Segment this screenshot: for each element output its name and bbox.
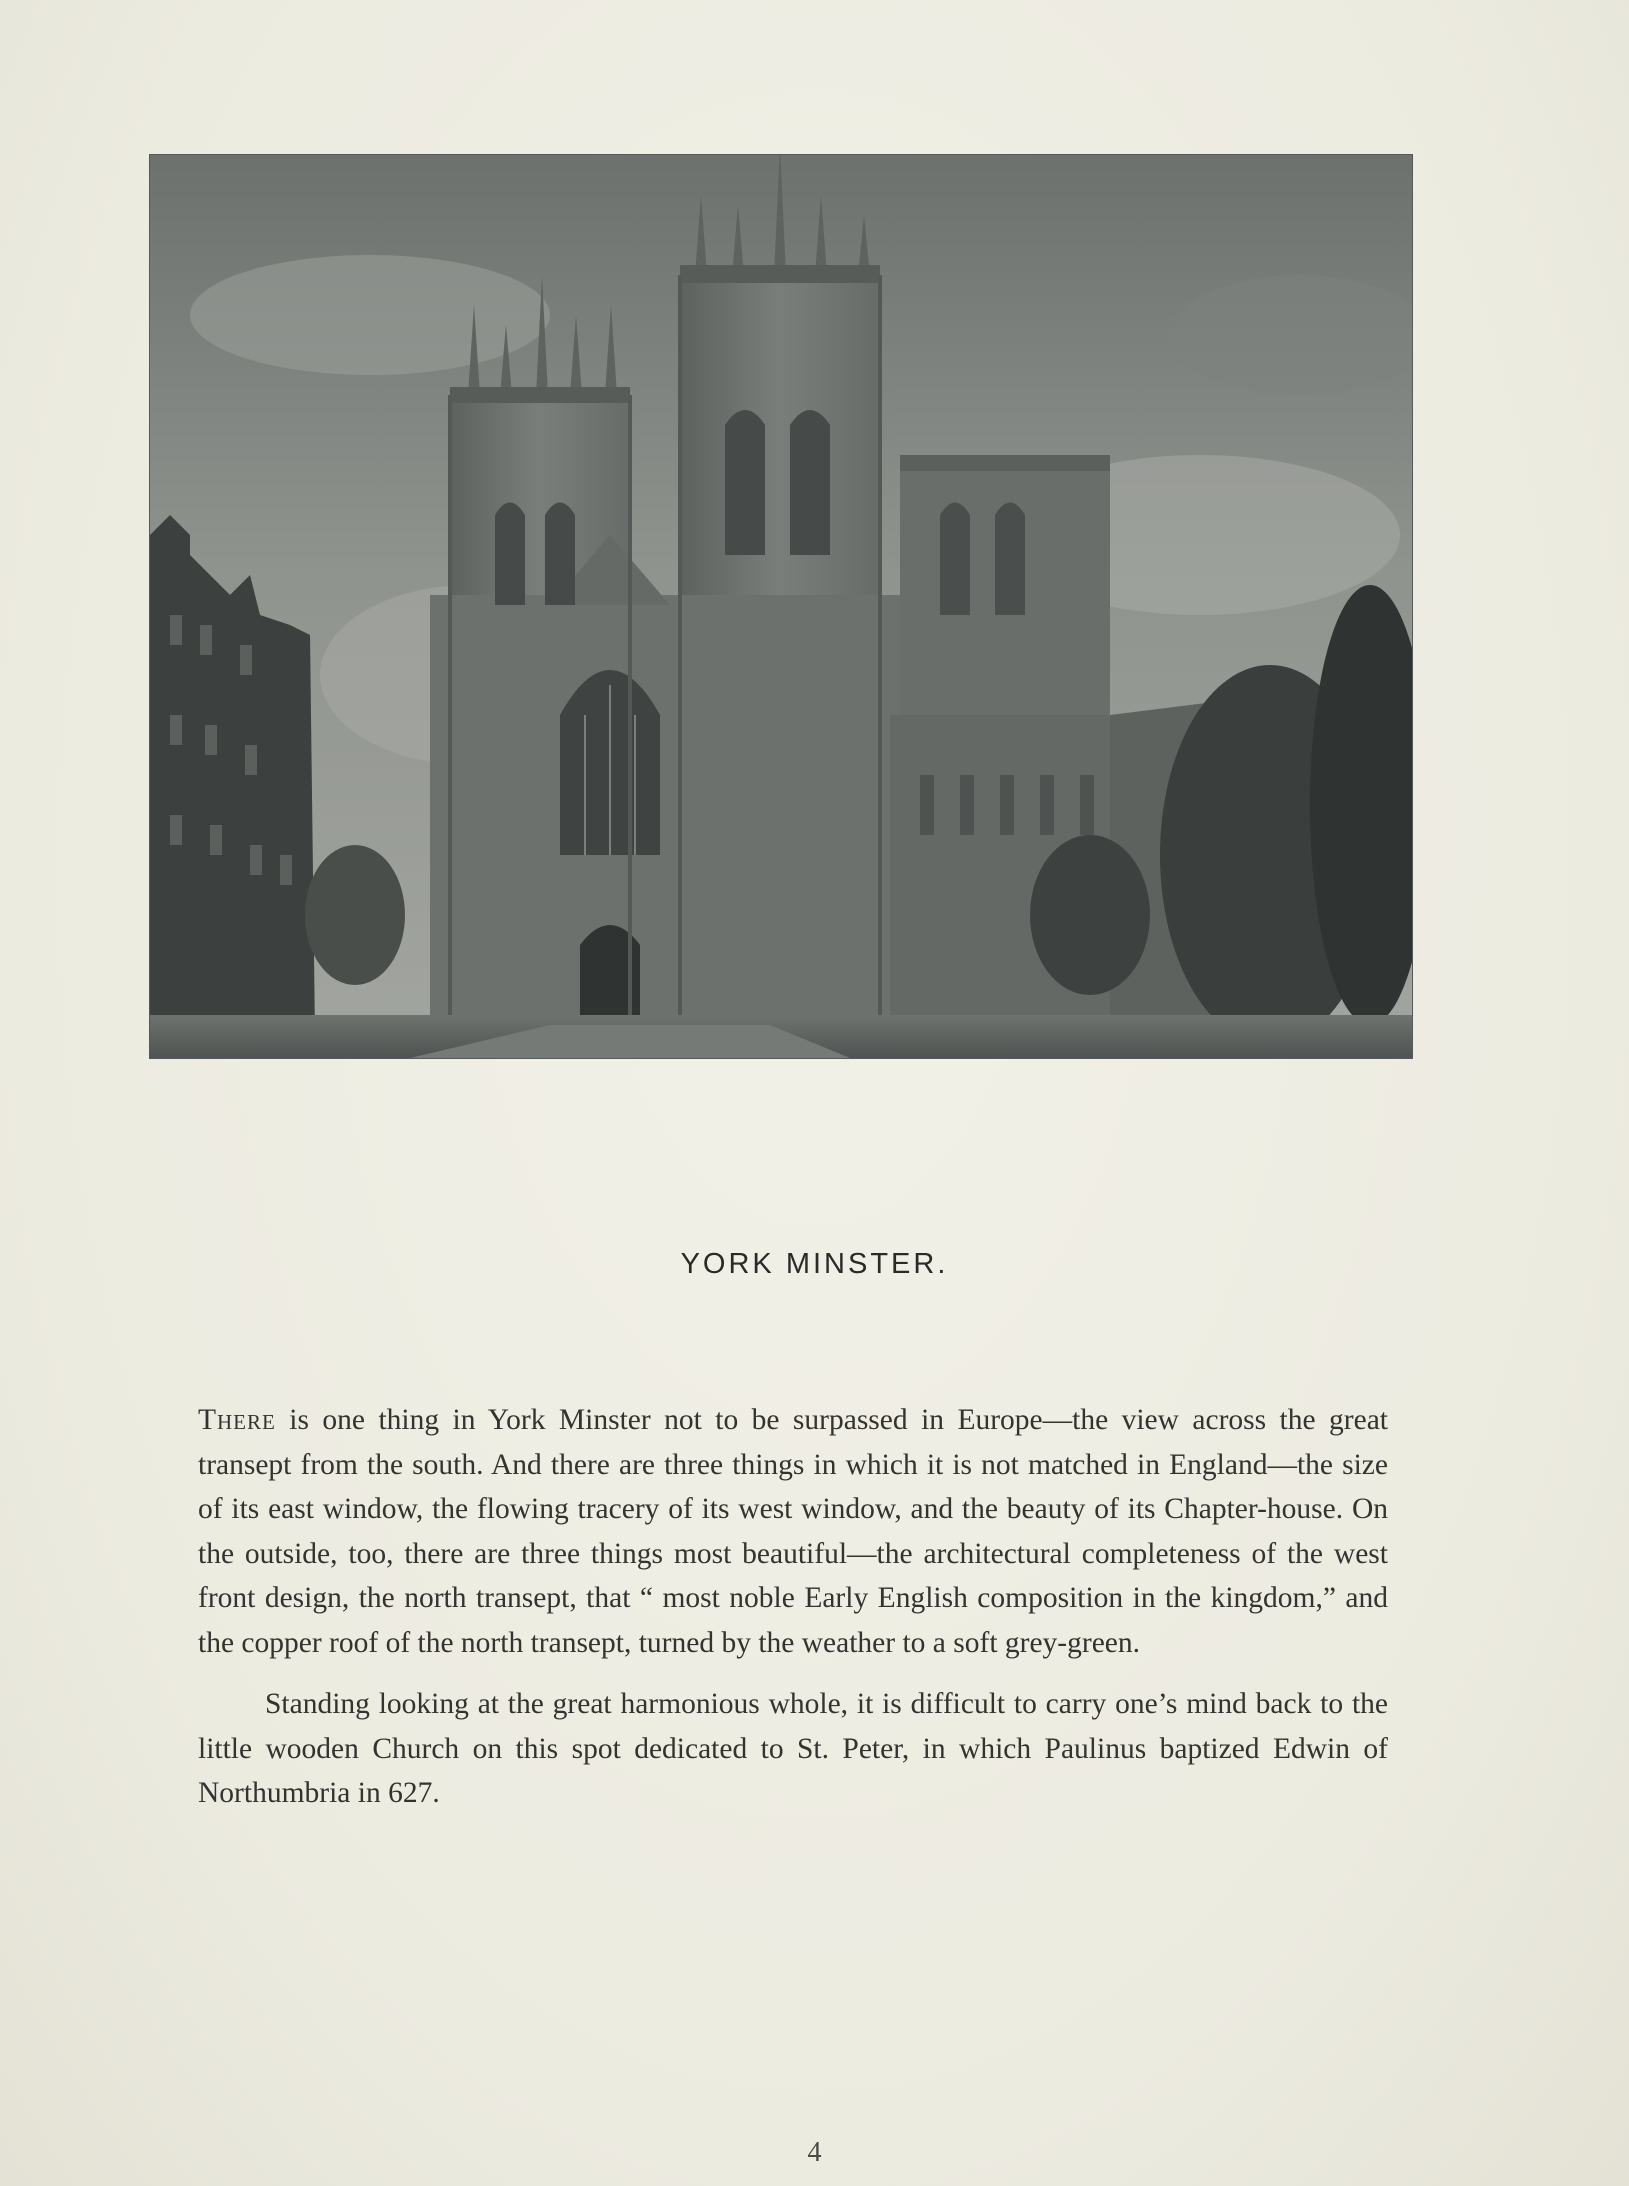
- paragraph-1: [198, 1398, 1388, 1665]
- cathedral-photograph: [150, 155, 1412, 1058]
- paragraph-1-lead: There: [198, 1404, 276, 1436]
- paragraph-2: Standing looking at the great harmonious whole, it is difficult to carry one’s mind back to the little wooden Church on this spot dedicated to St. Peter, in which Paulinus baptized Edwin of Northumbria in 627.: [198, 1688, 1388, 1809]
- plate-caption: YORK MINSTER.: [680, 1248, 949, 1280]
- page-number: 4: [807, 2137, 822, 2168]
- paragraph-1-text: is one thing in York Minster not to be surpassed in Europe—the view across the great transept from the south. And there are three things in which it is not matched in England—the size of its east window, the flowing tracery of its west window, and the beauty of its Chapter-house. On the outside, too, there are three things most beautiful—the architectural completeness of the west front design, the north transept, that “ most noble Early English composition in the kingdom,” and the copper roof of the north transept, turned by the weather to a soft grey-green.: [198, 1404, 1388, 1659]
- york-minster-image: [150, 155, 1412, 1058]
- body-text: [198, 1398, 1388, 1816]
